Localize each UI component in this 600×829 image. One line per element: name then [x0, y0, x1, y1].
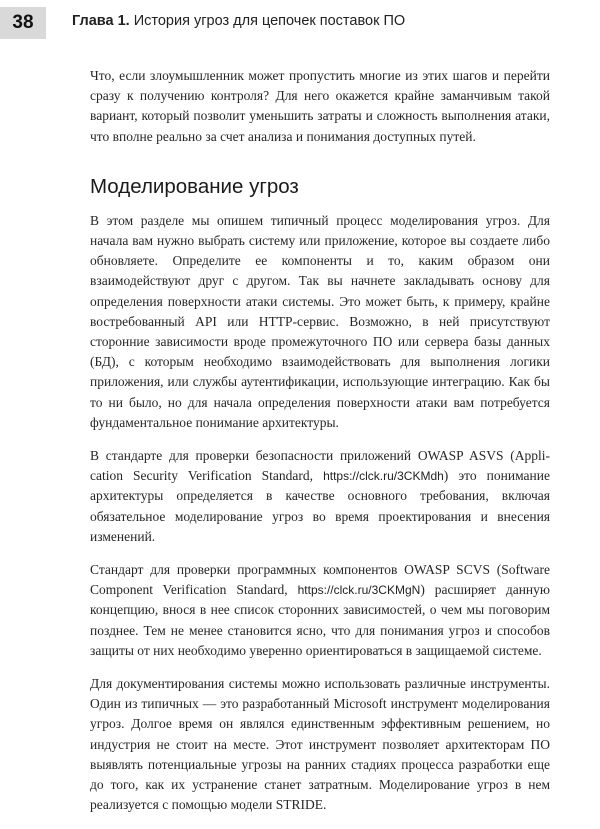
intro-paragraph: Что, если злоумышленник может пропустить многие из этих шагов и перейти сразу к получению контроля? Для него окажется крайне заманчивым такой вариант, который позволит уменьшить затраты и сложность выполнения атаки, что вполне реально за счет анализа и понимания доступных путей.: [90, 68, 550, 144]
scvs-text-after: ) расширяет данную концепцию, внося в нее список сторонних зависимостей, о чем мы поговорим позднее. Тем не менее становится ясно, что для понимания угроз и способов защиты от них необходимо уверенно ориентироваться в защищаемой системе.: [90, 582, 550, 658]
running-header: [0, 0, 600, 46]
page-number: 38: [0, 7, 46, 39]
asvs-link[interactable]: https://clck.ru/3CKMdh: [323, 469, 444, 484]
chapter-running-title: [72, 13, 405, 29]
paragraph-documentation-tools: Для документирования системы можно использовать различные инструменты. Один из типичных — это разработанный Microsoft инструмент моделирования угроз. Долгое время он являлся единственным эффективным решением, но индустрия не стоит на месте. Этот инструмент позволяет архитекторам ПО выявлять потенциальные угрозы на ранних стадиях процесса разработки еще до того, как их устранение станет затратным. Моделирование угроз в нем реализуется с помощью модели STRIDE.: [90, 676, 550, 813]
scvs-text-before: Стандарт для проверки программных компонентов OWASP SCVS (Software Component Verification Standard,: [90, 562, 550, 598]
paragraph-owasp-scvs: [90, 560, 550, 661]
paragraph-threat-modeling-process: В этом разделе мы опишем типичный процесс моделирования угроз. Для начала вам нужно выбрать систему или приложение, которое вы создаете либо обновляете. Определите ее компоненты и то, каким образом они взаимодействуют друг с другом. Так вы начнете закладывать основу для определения поверхности атаки системы. Это может быть, к примеру, крайне востребованный API или HTTP-сервис. Возможно, в ней присутствуют сторонние зависимости вроде промежуточного ПО или сервера базы данных (БД), с которым необходимо взаимодействовать для выполнения логики приложения, или службы аутентификации, использующие интеграцию. Как бы то ни было, но для начала определения поверхности атаки вам потребуется фундаментальное понимание архитектуры.: [90, 212, 550, 430]
scvs-link[interactable]: https://clck.ru/3CKMgN: [297, 583, 421, 598]
page-body: [90, 66, 550, 829]
chapter-label: Глава 1.: [72, 13, 130, 29]
chapter-title: История угроз для цепочек поставок ПО: [129, 13, 406, 29]
section-title: Моделирование угроз: [90, 174, 299, 198]
asvs-text-before: В стандарте для проверки безопасности приложений OWASP ASVS (Application Security Verification Standard,: [90, 448, 550, 484]
asvs-text-after: ) это понимание архитектуры определяется в качестве основного требования, включая обязательное моделирование угроз во время проектирования и внесения изменений.: [90, 468, 550, 544]
paragraph-owasp-asvs: [90, 446, 550, 547]
